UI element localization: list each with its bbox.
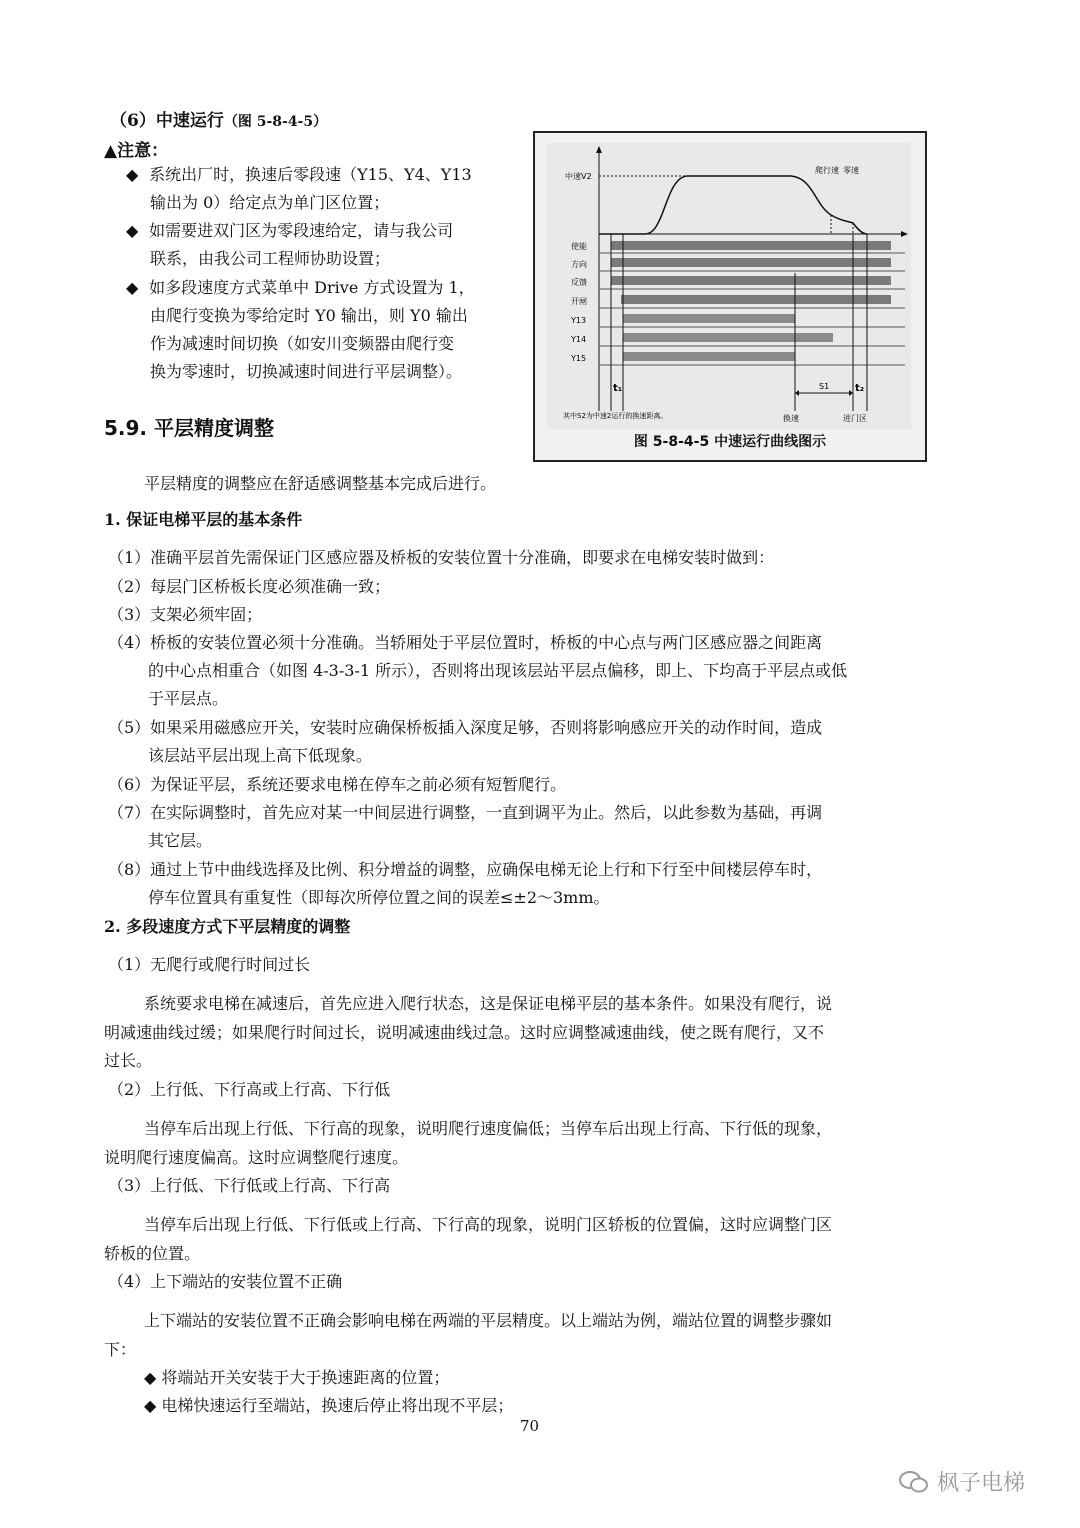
subsection-2-heading: 2. 多段速度方式下平层精度的调整 — [104, 917, 351, 936]
label-t1: t₁ — [613, 383, 623, 394]
bullet-2-line-2: 联系，由我公司工程师协助设置； — [150, 249, 391, 268]
figure-caption: 图 5-8-4-5 中速运行曲线图示 — [633, 434, 827, 450]
signal-label-feedback: 反馈 — [571, 278, 587, 287]
body-line-intro: 平层精度的调整应在舒适感调整基本完成后进行。 — [144, 474, 497, 493]
signal-bar-direction — [611, 258, 891, 267]
condition-6: （6）为保证平层，系统还要求电梯在停车之前必须有短暂爬行。 — [108, 775, 567, 794]
speed-curve — [599, 176, 867, 234]
signal-bar-y13 — [623, 314, 795, 323]
item-2-para-line-2: 说明爬行速度偏高。这时应调整爬行速度。 — [104, 1148, 409, 1167]
label-t2: t₂ — [855, 383, 865, 394]
step-bullet-2: ◆ 电梯快速运行至端站，换速后停止将出现不平层； — [144, 1396, 514, 1415]
label-s1: S1 — [819, 382, 830, 391]
section-6-title: 中速运行 — [155, 111, 224, 131]
signal-label-y13: Y13 — [571, 316, 587, 325]
bullet-1-line-1: 系统出厂时，换速后零段速（Y15、Y4、Y13 — [149, 165, 472, 184]
signal-bar-y14 — [623, 333, 833, 342]
figure-plot-area — [547, 143, 911, 429]
wechat-icon — [898, 1470, 930, 1494]
item-3-heading: （3）上行低、下行低或上行高、下行高 — [108, 1176, 391, 1195]
item-2-heading: （2）上行低、下行高或上行高、下行低 — [108, 1080, 391, 1099]
condition-4-line-3: 于平层点。 — [148, 689, 229, 708]
bullet-2-line-1: 如需要进双门区为零段速给定，请与我公司 — [149, 221, 454, 240]
note-label: ▲注意： — [104, 141, 169, 161]
item-1-para-line-2: 明减速曲线过缓；如果爬行时间过长，说明减速曲线过急。这时应调整减速曲线，使之既有爬行，又不 — [104, 1023, 825, 1042]
section-6-heading — [110, 106, 327, 131]
wechat-watermark — [898, 1466, 1025, 1497]
signal-label-enable: 使能 — [571, 242, 587, 251]
x-axis-arrow — [901, 231, 908, 237]
condition-4-line-2: 的中心点相重合（如图 4-3-3-1 所示），否则将出现该层站平层点偏移，即上、下均高于平层点或低 — [148, 661, 848, 680]
signal-rows — [599, 241, 905, 365]
item-1-heading: （1）无爬行或爬行时间过长 — [108, 955, 311, 974]
timing-chart-svg — [547, 143, 911, 429]
signal-label-brake: 开闸 — [571, 297, 587, 306]
item-4-para-line-2: 下： — [104, 1340, 137, 1359]
item-1-para-line-1: 系统要求电梯在减速后，首先应进入爬行状态，这是保证电梯平层的基本条件。如果没有爬行，说 — [144, 994, 833, 1013]
signal-bar-y15 — [623, 352, 795, 361]
item-1-para-line-3: 过长。 — [104, 1051, 153, 1070]
condition-8-line-1: （8）通过上节中曲线选择及比例、积分增益的调整，应确保电梯无论上行和下行至中间楼层停车时， — [108, 860, 823, 879]
figure-timing-diagram — [533, 131, 927, 462]
label-door-zone: 进门区 — [843, 414, 867, 423]
item-3-para-line-2: 轿板的位置。 — [104, 1244, 201, 1263]
section-59-heading: 5.9. 平层精度调整 — [104, 416, 274, 440]
label-zero: 零速 — [843, 166, 859, 175]
label-speed: 中速V2 — [565, 172, 592, 181]
figure-note: 其中S2为中速2运行的换速距离。 — [563, 412, 668, 420]
bullet-3-line-4: 换为零速时，切换减速时间进行平层调整）。 — [150, 362, 463, 381]
page-number: 70 — [520, 1417, 540, 1435]
condition-5-line-1: （5）如果采用磁感应开关，安装时应确保桥板插入深度足够，否则将影响感应开关的动作时间，造成 — [108, 718, 823, 737]
item-4-heading: （4）上下端站的安装位置不正确 — [108, 1272, 343, 1291]
label-switch: 换速 — [783, 414, 799, 423]
condition-2: （2）每层门区桥板长度必须准确一致； — [108, 577, 391, 596]
signal-bar-brake — [621, 295, 891, 304]
subsection-1-heading: 1. 保证电梯平层的基本条件 — [104, 510, 303, 529]
item-4-para-line-1: 上下端站的安装位置不正确会影响电梯在两端的平层精度。以上端站为例，端站位置的调整步骤如 — [144, 1311, 833, 1330]
item-2-para-line-1: 当停车后出现上行低、下行高的现象，说明爬行速度偏低；当停车后出现上行高、下行低的现象， — [144, 1119, 833, 1138]
condition-7-line-1: （7）在实际调整时，首先应对某一中间层进行调整，一直到调平为止。然后，以此参数为基础，再调 — [108, 803, 823, 822]
s1-arrow-left — [795, 390, 799, 396]
condition-8-line-2: 停车位置具有重复性（即每次所停位置之间的误差≤±2～3mm。 — [148, 888, 610, 907]
signal-bar-enable — [611, 241, 891, 250]
condition-4-line-1: （4）桥板的安装位置必须十分准确。当轿厢处于平层位置时，桥板的中心点与两门区感应器之间距离 — [108, 633, 823, 652]
section-6-ref: （图 5-8-4-5） — [223, 114, 328, 130]
bullet-3-line-1: 如多段速度方式菜单中 Drive 方式设置为 1， — [149, 278, 475, 297]
condition-5-line-2: 该层站平层出现上高下低现象。 — [148, 746, 373, 765]
label-creep: 爬行速 — [815, 166, 839, 175]
s1-arrow-right — [849, 390, 853, 396]
y-axis-arrow — [596, 146, 602, 153]
bullet-3-line-3: 作为减速时间切换（如安川变频器由爬行变 — [150, 334, 455, 353]
condition-1: （1）准确平层首先需保证门区感应器及桥板的安装位置十分准确，即要求在电梯安装时做到： — [108, 548, 775, 567]
signal-label-y15: Y15 — [571, 354, 587, 363]
bullet-3-line-2: 由爬行变换为零给定时 Y0 输出，则 Y0 输出 — [150, 306, 468, 325]
signal-bar-feedback — [611, 276, 891, 285]
signal-label-direction: 方向 — [571, 260, 587, 269]
condition-3: （3）支架必须牢固； — [108, 605, 263, 624]
step-bullet-1: ◆ 将端站开关安装于大于换速距离的位置； — [144, 1368, 450, 1387]
bullet-1-line-2: 输出为 0）给定点为单门区位置； — [150, 193, 390, 212]
condition-7-line-2: 其它层。 — [148, 831, 213, 850]
watermark-text: 枫子电梯 — [937, 1471, 1026, 1496]
signal-label-y14: Y14 — [571, 335, 587, 344]
section-6-num: （6） — [110, 111, 156, 131]
item-3-para-line-1: 当停车后出现上行低、下行低或上行高、下行高的现象，说明门区轿板的位置偏，这时应调整门区 — [144, 1215, 833, 1234]
body-text — [104, 474, 984, 1434]
